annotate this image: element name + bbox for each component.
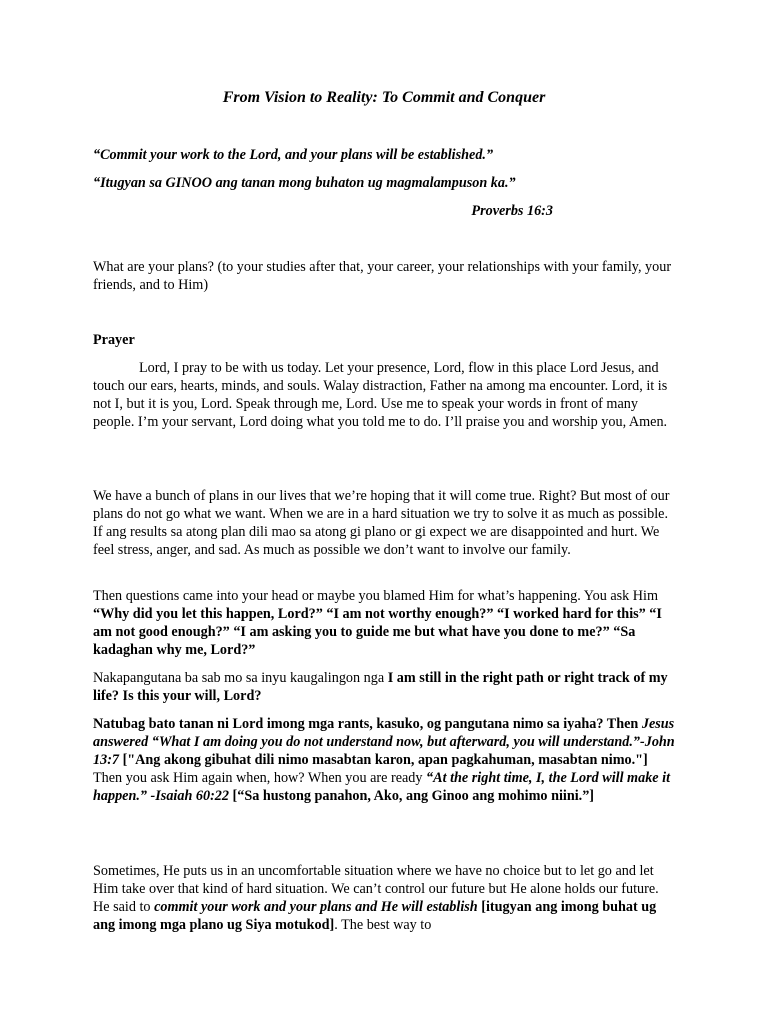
question-paragraph: What are your plans? (to your studies after that, your career, your relationships with your family, your friends, and to Him) (93, 259, 672, 293)
verse-reference: Proverbs 16:3 (471, 203, 553, 219)
answer-text: Then you ask Him again when, how? When you are ready (93, 770, 427, 786)
sometimes-text-1: Sometimes, He puts us in an uncomfortable situation where we have no choice but to let go and let Him take over that kind of hard situation. We can’t control our future but He alone holds our future. He said to (93, 863, 659, 915)
sometimes-bold: [itugyan ang imong buhat ug ang imong mga plano ug Siya motukod] (93, 899, 657, 933)
paragraph-questions-text: Then questions came into your head or maybe you blamed Him for what’s happening. You ask Him (93, 588, 659, 604)
sometimes-text-2: . The best way to (334, 917, 432, 933)
answer-isaiah-quote: “At the right time, I, the Lord will make it happen.” -Isaiah 60:22 (93, 770, 671, 804)
answer-bold-2: ["Ang akong gibuhat dili nimo masabtan karon, apan pagkahuman, masabtan nimo."] (119, 752, 648, 768)
paragraph-questions (93, 587, 678, 659)
verse-english: “Commit your work to the Lord, and your plans will be established.” (93, 147, 494, 163)
document-title: From Vision to Reality: To Commit and Conquer (222, 89, 546, 106)
paragraph-answer (93, 715, 678, 805)
paragraph-plans: We have a bunch of plans in our lives that we’re hoping that it will come true. Right? But most of our plans do not go what we want. When we are in a hard situation we try to solve it as much as possible. If ang results sa atong plan dili mao sa atong gi plano or gi expect we are disappointed and hurt. We feel stress, anger, and sad. As much as possible we don’t want to involve our family. (93, 488, 670, 558)
paragraph-path-text: Nakapangutana ba sab mo sa inyu kaugalingon nga (93, 670, 388, 686)
paragraph-questions-bold: “Why did you let this happen, Lord?” “I am not worthy enough?” “I worked hard for this” “I am not good enough?” “I am asking you to guide me but what have you done to me?” “Sa kadaghan why me, Lord?” (93, 606, 662, 658)
paragraph-sometimes (93, 862, 678, 934)
answer-bold-1: Natubag bato tanan ni Lord imong mga rants, kasuko, og pangutana nimo sa iyaha? Then (93, 716, 642, 732)
prayer-paragraph: Lord, I pray to be with us today. Let your presence, Lord, flow in this place Lord Jesus, and touch our ears, hearts, minds, and souls. Walay distraction, Father na among ma encounter. Lord, it is not I, but it is you, Lord. Speak through me, Lord. Use me to speak your words in front of many people. I’m your servant, Lord doing what you told me to do. I’ll praise you and worship you, Amen. (93, 360, 668, 430)
answer-john-quote: Jesus answered “What I am doing you do not understand now, but afterward, you will understand.”-John 13:7 (93, 716, 675, 768)
prayer-heading: Prayer (93, 332, 135, 348)
paragraph-path-bold: I am still in the right path or right track of my life? Is this your will, Lord? (93, 670, 668, 704)
answer-bold-3: [“Sa hustong panahon, Ako, ang Ginoo ang mohimo niini.”] (228, 788, 595, 804)
paragraph-path (93, 669, 678, 705)
sometimes-bold-italic: commit your work and your plans and He will establish (154, 899, 478, 915)
verse-cebuano: “Itugyan sa GINOO ang tanan mong buhaton ug magmalampuson ka.” (93, 175, 516, 191)
